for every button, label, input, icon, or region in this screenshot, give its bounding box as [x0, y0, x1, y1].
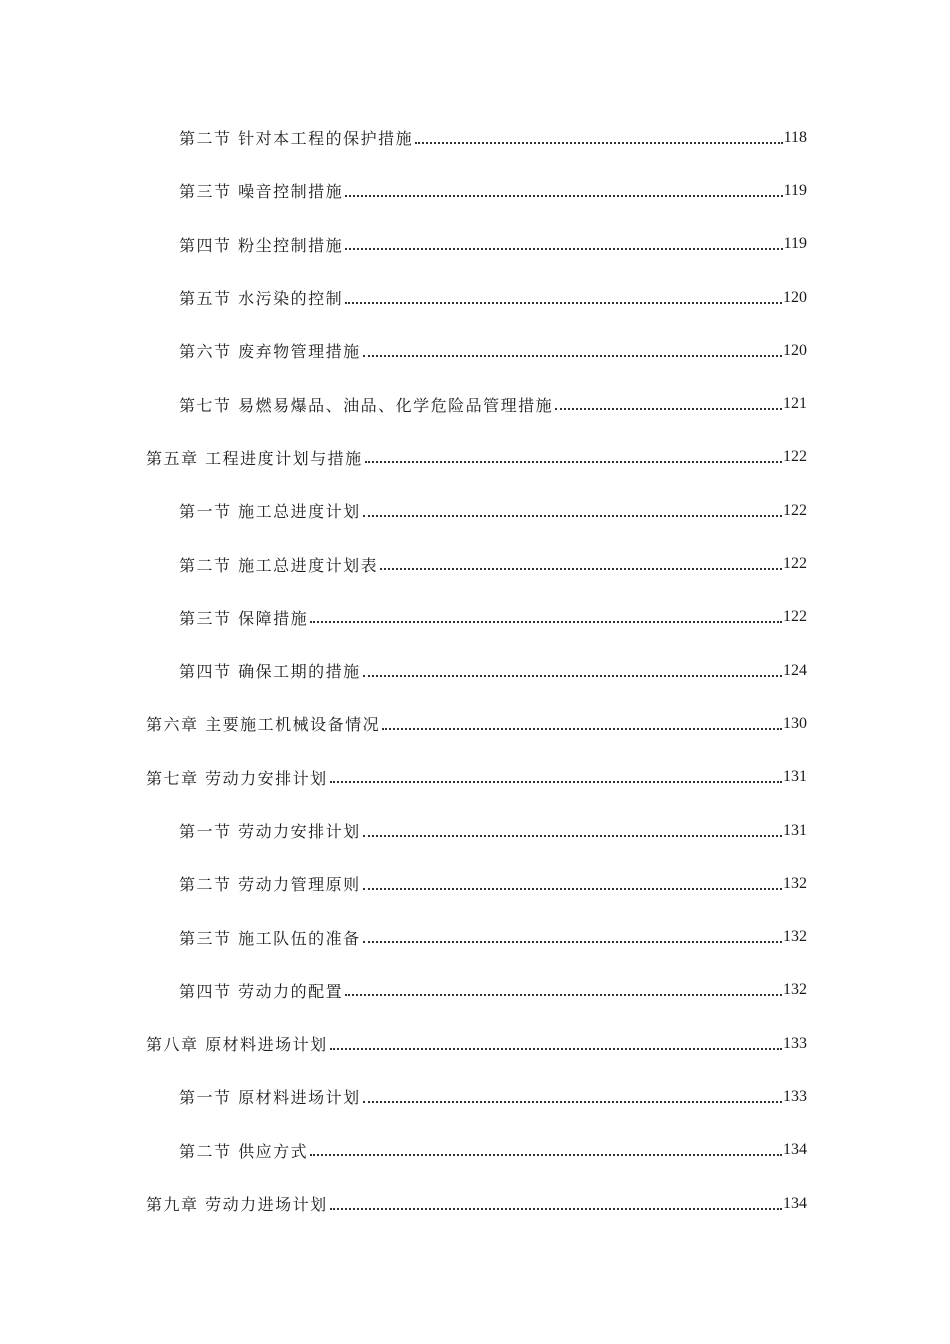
toc-entry-page: 133	[783, 1034, 807, 1052]
toc-entry-page: 134	[783, 1141, 807, 1159]
toc-entry-page: 119	[783, 235, 807, 253]
toc-entry-page: 121	[783, 395, 807, 413]
toc-entry[interactable]	[0, 644, 950, 697]
dot-leader	[330, 1208, 782, 1210]
toc-entry-page: 132	[783, 981, 807, 999]
toc-entry-page: 131	[783, 821, 807, 839]
dot-leader	[310, 621, 782, 623]
dot-leader	[345, 302, 782, 304]
toc-entry-page: 118	[783, 128, 807, 146]
dot-leader	[382, 728, 782, 730]
toc-entry-title: 第三节 噪音控制措施	[179, 182, 344, 202]
toc-entry-title: 第九章 劳动力进场计划	[146, 1195, 328, 1215]
toc-entry[interactable]	[0, 111, 950, 164]
toc-entry-page: 132	[783, 928, 807, 946]
toc-entry[interactable]	[0, 537, 950, 590]
toc-entry-page: 132	[783, 874, 807, 892]
toc-chapter[interactable]	[0, 1177, 950, 1230]
toc-entry[interactable]	[0, 964, 950, 1017]
dot-leader	[363, 675, 782, 677]
toc-entry[interactable]	[0, 271, 950, 324]
dot-leader	[363, 515, 782, 517]
toc-entry-page: 122	[783, 448, 807, 466]
table-of-contents	[0, 111, 950, 1230]
toc-entry-title: 第一节 施工总进度计划	[179, 502, 361, 522]
dot-leader	[555, 408, 782, 410]
toc-entry[interactable]	[0, 484, 950, 537]
toc-entry[interactable]	[0, 857, 950, 910]
toc-entry-title: 第六节 废弃物管理措施	[179, 342, 361, 362]
toc-chapter[interactable]	[0, 1017, 950, 1070]
dot-leader	[363, 941, 782, 943]
toc-entry[interactable]	[0, 910, 950, 963]
toc-entry-title: 第二节 供应方式	[179, 1141, 309, 1161]
dot-leader	[363, 1101, 782, 1103]
toc-entry-title: 第三节 施工队伍的准备	[179, 928, 361, 948]
toc-entry-page: 133	[783, 1087, 807, 1105]
toc-chapter[interactable]	[0, 431, 950, 484]
toc-entry[interactable]	[0, 324, 950, 377]
toc-entry-page: 120	[783, 341, 807, 359]
dot-leader	[365, 461, 782, 463]
toc-entry-page: 120	[783, 288, 807, 306]
toc-entry-title: 第八章 原材料进场计划	[146, 1035, 328, 1055]
dot-leader	[310, 1154, 782, 1156]
toc-entry[interactable]	[0, 164, 950, 217]
toc-entry-page: 130	[783, 714, 807, 732]
toc-entry-title: 第五节 水污染的控制	[179, 289, 344, 309]
dot-leader	[363, 835, 782, 837]
toc-chapter[interactable]	[0, 697, 950, 750]
toc-entry-page: 122	[783, 555, 807, 573]
toc-entry-title: 第七节 易燃易爆品、油品、化学危险品管理措施	[179, 395, 554, 415]
toc-entry-page: 119	[783, 181, 807, 199]
toc-entry-title: 第二节 施工总进度计划表	[179, 555, 379, 575]
toc-entry[interactable]	[0, 1070, 950, 1123]
toc-entry[interactable]	[0, 1124, 950, 1177]
toc-entry-title: 第三节 保障措施	[179, 608, 309, 628]
dot-leader	[363, 888, 782, 890]
toc-entry-title: 第一节 劳动力安排计划	[179, 822, 361, 841]
toc-entry[interactable]	[0, 377, 950, 430]
dot-leader	[380, 568, 782, 570]
toc-entry-page: 122	[783, 608, 807, 626]
toc-entry-title: 第一节 原材料进场计划	[179, 1088, 361, 1108]
toc-entry-title: 第七章 劳动力安排计划	[146, 768, 328, 788]
toc-entry-title: 第五章 工程进度计划与措施	[146, 448, 363, 468]
dot-leader	[415, 142, 783, 144]
toc-entry-page: 134	[783, 1194, 807, 1212]
toc-entry[interactable]	[0, 218, 950, 271]
toc-entry-title: 第四节 劳动力的配置	[179, 981, 344, 1001]
toc-entry-page: 124	[783, 661, 807, 679]
dot-leader	[363, 355, 782, 357]
toc-entry[interactable]	[0, 804, 950, 857]
toc-entry-title: 第四节 粉尘控制措施	[179, 235, 344, 255]
dot-leader	[345, 248, 783, 250]
dot-leader	[330, 1048, 782, 1050]
toc-entry-page: 122	[783, 501, 807, 519]
toc-entry-title: 第二节 针对本工程的保护措施	[179, 129, 414, 149]
toc-entry-title: 第四节 确保工期的措施	[179, 662, 361, 682]
toc-entry-page: 131	[783, 768, 807, 786]
toc-entry[interactable]	[0, 591, 950, 644]
dot-leader	[330, 781, 782, 783]
dot-leader	[345, 994, 782, 996]
dot-leader	[345, 195, 783, 197]
toc-entry-title: 第六章 主要施工机械设备情况	[146, 715, 381, 735]
toc-entry-title: 第二节 劳动力管理原则	[179, 875, 361, 895]
toc-chapter[interactable]	[0, 751, 950, 804]
